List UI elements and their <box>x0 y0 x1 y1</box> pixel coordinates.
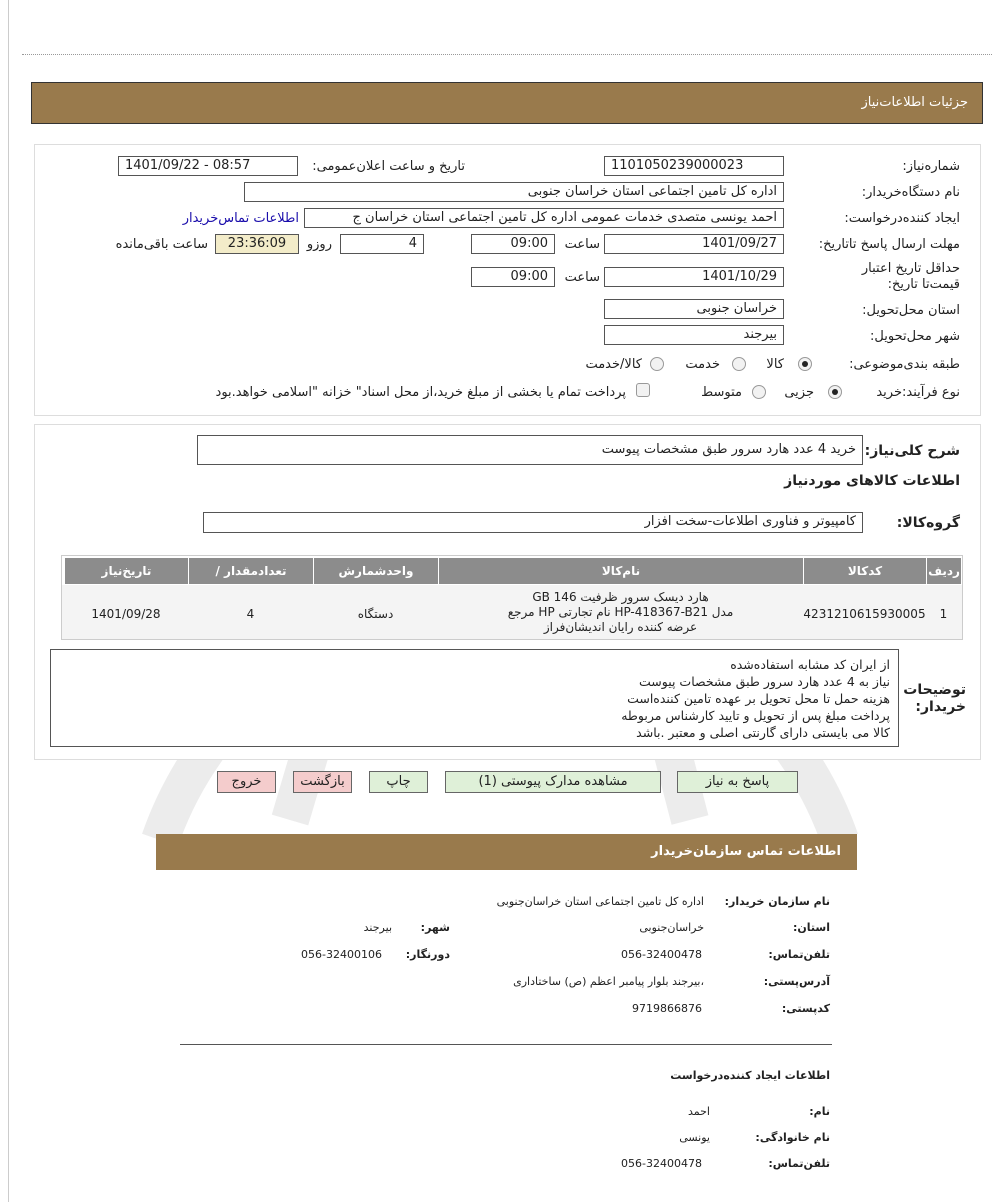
deadline-time-label: ساعت <box>564 237 600 252</box>
contact-fax-value: 056-32400106 <box>301 948 382 961</box>
cell-row-number: 1 <box>939 607 948 621</box>
contact-postal-value: 9719866876 <box>632 1002 702 1015</box>
col-header-date: تاریخ‌نیاز <box>64 558 188 584</box>
announce-label: تاریخ و ساعت اعلان‌عمومی: <box>312 159 465 174</box>
col-header-qty: تعدادمقدار / <box>188 558 313 584</box>
days-label: روزو <box>306 237 332 252</box>
buyer-label: نام دستگاه‌خریدار: <box>861 185 960 200</box>
exit-button[interactable]: خروج <box>217 771 276 793</box>
note-line: نیاز به 4 عدد هارد سرور طبق مشخصات پیوست <box>639 674 890 689</box>
creator-name-value: احمد <box>688 1105 710 1118</box>
col-header-unit: واحدشمارش <box>313 558 438 584</box>
requester-field: احمد یونسی متصدی خدمات عمومی اداره کل تامین اجتماعی استان خراسان ج <box>304 208 784 228</box>
province-label: استان محل‌تحویل: <box>862 303 960 318</box>
page-border-line <box>8 0 9 1202</box>
process-label: نوع فرآیند: <box>902 385 960 400</box>
contact-city-label: شهر: <box>420 921 450 934</box>
contact-city-value: بیرجند <box>363 921 392 934</box>
city-label: شهر محل‌تحویل: <box>870 329 960 344</box>
cell-item-name <box>438 590 803 635</box>
contact-phone-value: 056-32400478 <box>621 948 702 961</box>
goods-group-field: کامپیوتر و فناوری اطلاعات-سخت افزار <box>203 512 863 533</box>
creator-name-label: نام: <box>809 1105 830 1118</box>
buyer-field: اداره کل تامین اجتماعی استان خراسان جنوبی <box>244 182 784 202</box>
category-option-goods: کالا <box>766 357 784 372</box>
city-field: بیرجند <box>604 325 784 345</box>
category-label: طبقه بندی‌موضوعی: <box>849 357 960 372</box>
cell-unit: دستگاه <box>357 607 394 621</box>
category-option-goods-service: کالا/خدمت <box>585 357 642 372</box>
col-header-row: ردیف <box>926 558 961 584</box>
category-radio-service[interactable] <box>732 357 746 371</box>
goods-group-label: گروه‌کالا: <box>896 515 960 531</box>
need-description-label: شرح کلی‌نیاز: <box>864 443 960 459</box>
validity-time-field: 09:00 <box>471 267 555 287</box>
view-attachments-button[interactable]: مشاهده مدارک پیوستی (1) <box>445 771 661 793</box>
days-field: 4 <box>340 234 424 254</box>
category-option-service: خدمت <box>685 357 720 372</box>
contact-fax-label: دورنگار: <box>405 948 450 961</box>
process-type: خرید <box>876 385 902 400</box>
col-header-name: نام‌کالا <box>438 558 803 584</box>
validity-time-label: ساعت <box>564 270 600 285</box>
goods-info-title: اطلاعات کالاهای موردنیاز <box>784 473 960 489</box>
category-radio-goods[interactable] <box>798 357 812 371</box>
remaining-time-field: 23:36:09 <box>215 234 299 254</box>
page-header-title: جزئیات اطلاعات‌نیاز <box>861 95 968 110</box>
remaining-label: ساعت باقی‌مانده <box>115 237 208 252</box>
back-button[interactable]: بازگشت <box>293 771 352 793</box>
note-line: از ایران کد مشابه استفاده‌شده <box>730 657 890 672</box>
note-line: پرداخت مبلغ پس از تحویل و تایید کارشناس مربوطه <box>621 708 890 723</box>
validity-label: حداقل تاریخ اعتبار قیمت‌تا تاریخ: <box>861 261 960 292</box>
contact-postal-label: کد‌پستی: <box>781 1002 830 1015</box>
note-line: هزینه حمل تا محل تحویل بر عهده تامین کننده‌است <box>627 691 890 706</box>
contact-header-title: اطلاعات تماس سازمان‌خریدار <box>651 844 841 859</box>
treasury-payment-note: پرداخت تمام یا بخشی از مبلغ خرید،از محل اسناد" خزانه "اسلامی خواهد.بود <box>215 385 626 400</box>
category-radio-goods-service[interactable] <box>650 357 664 371</box>
col-header-code: کدکالا <box>803 558 926 584</box>
contact-address-label: آدرس‌پستی: <box>763 975 830 988</box>
item-name-line-3: عرضه کننده رایان اندیشان‌فراز <box>543 620 698 634</box>
contact-divider <box>180 1044 832 1045</box>
process-radio-medium[interactable] <box>752 385 766 399</box>
process-radio-minor[interactable] <box>828 385 842 399</box>
deadline-label: مهلت ارسال پاسخ تا‌تاریخ: <box>818 237 960 252</box>
org-name-label: نام سازمان‌ خریدار: <box>724 895 830 908</box>
reply-button[interactable]: پاسخ به نیاز <box>677 771 798 793</box>
process-option-minor: جزیی <box>784 385 814 400</box>
province-field: خراسان جنوبی <box>604 299 784 319</box>
contact-header-bar <box>156 834 857 870</box>
deadline-time-field: 09:00 <box>471 234 555 254</box>
cell-need-date: 1401/09/28 <box>91 607 161 621</box>
page-header-bar <box>31 82 983 124</box>
treasury-payment-checkbox[interactable] <box>636 383 650 397</box>
need-number-label: شماره‌نیاز: <box>902 159 960 174</box>
deadline-date-field: 1401/09/27 <box>604 234 784 254</box>
contact-phone-label: تلفن‌تماس: <box>768 948 830 961</box>
item-name-line-1: هارد دیسک سرور ظرفیت 146 GB <box>532 590 709 604</box>
buyer-notes-label: توضیحات خریدار: <box>903 682 966 715</box>
buyer-contact-link[interactable]: اطلاعات تماس‌خریدار <box>182 211 299 226</box>
creator-family-label: نام خانوادگی: <box>755 1131 830 1144</box>
note-line: کالا می بایستی دارای گارنتی اصلی و معتبر .باشد <box>636 725 890 740</box>
validity-date-field: 1401/10/29 <box>604 267 784 287</box>
need-number-field: 1101050239000023 <box>604 156 784 176</box>
top-divider <box>22 54 992 55</box>
creator-family-value: یونسی <box>679 1131 710 1144</box>
cell-item-code: 4231210615930005 <box>803 607 926 621</box>
org-name-value: اداره کل تامین اجتماعی استان خراسان‌جنوبی <box>496 895 704 908</box>
item-name-line-2: مدل HP-418367-B21 نام تجارتی HP مرجع <box>507 605 734 619</box>
contact-province-label: استان: <box>793 921 830 934</box>
creator-phone-label: تلفن‌تماس: <box>768 1157 830 1170</box>
buyer-notes-box <box>50 649 899 747</box>
process-option-medium: متوسط <box>701 385 742 400</box>
contact-address-value: ،بیرجند بلوار پیامبر اعظم (ص) ساختاداری <box>513 975 704 988</box>
print-button[interactable]: چاپ <box>369 771 428 793</box>
contact-province-value: خراسان‌جنوبی <box>639 921 704 934</box>
requester-label: ایجاد کننده‌درخواست: <box>844 211 960 226</box>
creator-info-title: اطلاعات ایجاد کننده‌درخواست <box>670 1069 830 1082</box>
cell-quantity: 4 <box>246 607 255 621</box>
creator-phone-value: 056-32400478 <box>621 1157 702 1170</box>
announce-datetime-field: 1401/09/22 - 08:57 <box>118 156 298 176</box>
need-description-field: خرید 4 عدد هارد سرور طبق مشخصات پیوست <box>197 435 863 465</box>
